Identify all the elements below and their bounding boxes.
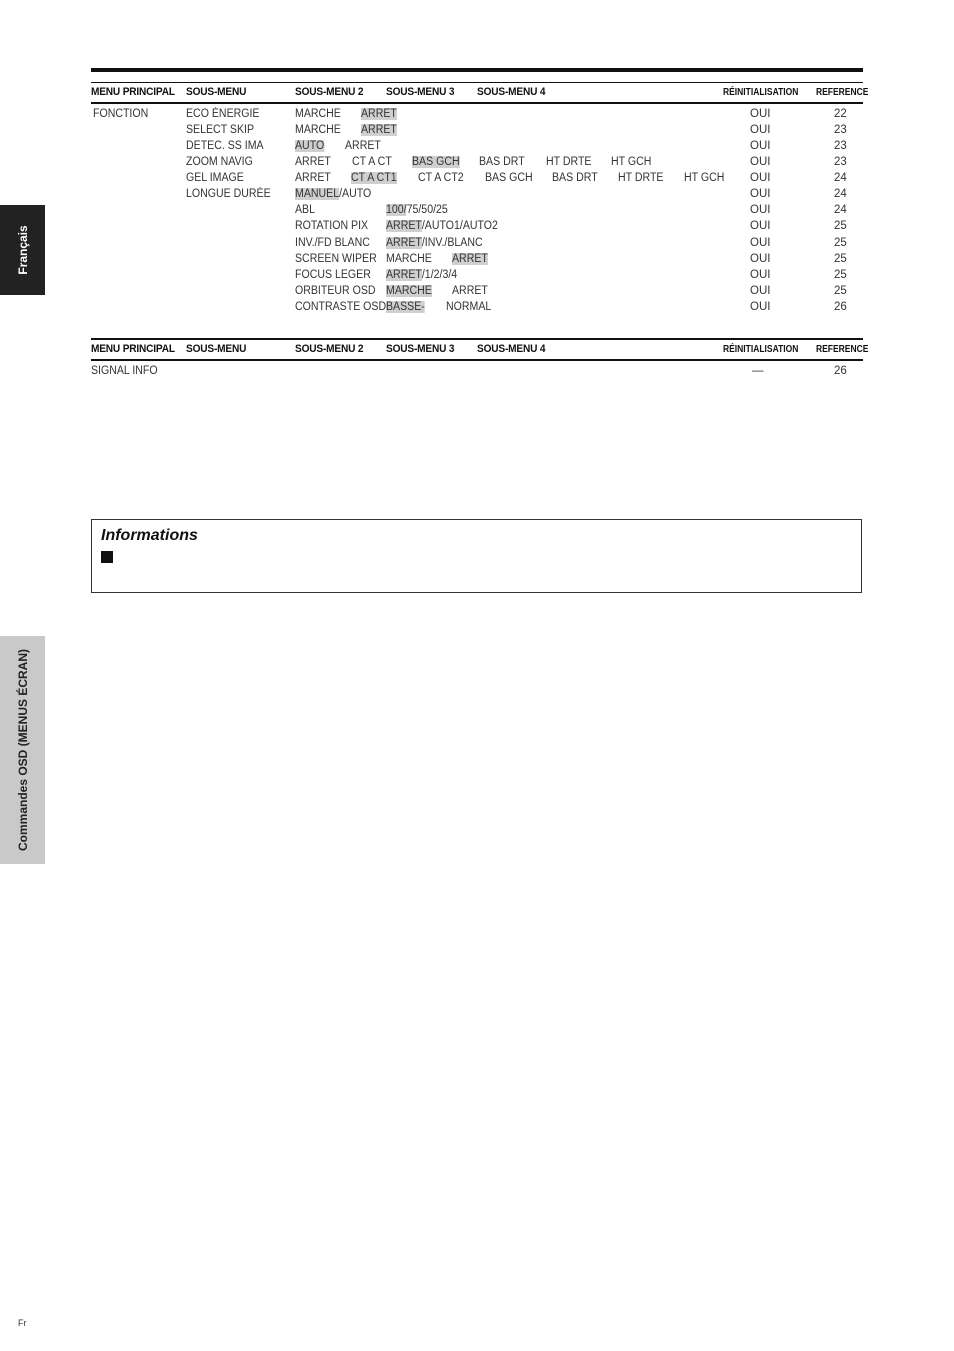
option-value: HT DRTE: [546, 156, 592, 168]
table-row-sub: LONGUE DURÉE: [186, 188, 271, 200]
option-value: ARRET: [345, 140, 381, 152]
option-value-group: [295, 188, 371, 200]
option-value: MARCHE: [386, 253, 432, 265]
table-row-sub2: ORBITEUR OSD: [295, 285, 376, 297]
reset-value: OUI: [750, 172, 771, 184]
table-row-sub2: INV./FD BLANC: [295, 237, 370, 249]
reference-value: 23: [834, 140, 847, 152]
reset-value: OUI: [750, 188, 771, 200]
reset-value: OUI: [750, 237, 771, 249]
option-value-default: BASSE-: [386, 301, 425, 313]
col-sub-menu-2: SOUS-MENU 2: [295, 86, 364, 98]
option-value: HT GCH: [684, 172, 725, 184]
reset-value: OUI: [750, 204, 771, 216]
bullet-square-icon: [101, 551, 113, 563]
option-value-default: ARRET: [386, 237, 422, 249]
col-reset: RÉINITIALISATION: [723, 344, 799, 355]
reset-value: OUI: [750, 301, 771, 313]
option-value: /INV./BLANC: [421, 237, 483, 249]
reset-value: OUI: [750, 156, 771, 168]
table-row-sub2: ABL: [295, 204, 316, 216]
col-sub-menu-4: SOUS-MENU 4: [477, 86, 546, 98]
option-value: MARCHE: [295, 124, 341, 136]
reference-value: 25: [834, 269, 847, 281]
option-value: CT A CT: [352, 156, 392, 168]
table-row-sub2: FOCUS LEGER: [295, 269, 371, 281]
option-value-default: 100/: [386, 204, 407, 216]
table2-header-top-rule: [91, 338, 863, 340]
reset-value: —: [752, 365, 764, 377]
reference-value: 24: [834, 172, 847, 184]
reference-value: 23: [834, 124, 847, 136]
table-row-sub: ECO ÉNERGIE: [186, 108, 260, 120]
col-sub-menu-2: SOUS-MENU 2: [295, 343, 364, 355]
option-value: NORMAL: [446, 301, 492, 313]
reference-value: 25: [834, 220, 847, 232]
option-value-group: [386, 237, 483, 249]
reset-value: OUI: [750, 269, 771, 281]
option-value-default: ARRET: [452, 253, 488, 265]
reference-value: 24: [834, 188, 847, 200]
reference-value: 23: [834, 156, 847, 168]
header-top-rule: [91, 82, 863, 83]
reference-value: 26: [834, 365, 847, 377]
main-menu-signal-info: SIGNAL INFO: [91, 365, 158, 377]
option-value: BAS DRT: [552, 172, 598, 184]
option-value: HT GCH: [611, 156, 652, 168]
language-tab: [0, 205, 45, 295]
informations-title: Informations: [101, 527, 198, 544]
main-menu-fonction: FONCTION: [93, 108, 149, 120]
page-language-code: Fr: [18, 1318, 27, 1328]
col-reference: REFERENCE: [816, 344, 869, 355]
table-row-sub: GEL IMAGE: [186, 172, 244, 184]
col-sub-menu-3: SOUS-MENU 3: [386, 86, 455, 98]
reference-value: 24: [834, 204, 847, 216]
option-value: /AUTO: [339, 188, 372, 200]
reset-value: OUI: [750, 140, 771, 152]
table-row-sub: DETEC. SS IMA: [186, 140, 264, 152]
col-reset: RÉINITIALISATION: [723, 87, 799, 98]
option-value: ARRET: [295, 156, 331, 168]
option-value: HT DRTE: [618, 172, 664, 184]
table-row-sub: SELECT SKIP: [186, 124, 255, 136]
table-row-sub2: ROTATION PIX: [295, 220, 369, 232]
option-value-default: ARRET: [361, 108, 397, 120]
reset-value: OUI: [750, 220, 771, 232]
col-sub-menu: SOUS-MENU: [186, 343, 247, 355]
option-value-default: MANUEL: [295, 188, 340, 200]
table2-header-bottom-rule: [91, 359, 863, 361]
reference-value: 25: [834, 285, 847, 297]
option-value-default: AUTO: [295, 140, 325, 152]
option-value-default: ARRET: [361, 124, 397, 136]
option-value: /AUTO1/AUTO2: [421, 220, 498, 232]
reset-value: OUI: [750, 285, 771, 297]
reference-value: 26: [834, 301, 847, 313]
col-reference: REFERENCE: [816, 87, 869, 98]
header-bottom-rule: [91, 102, 863, 104]
option-value: BAS DRT: [479, 156, 525, 168]
option-value: 75/50/25: [406, 204, 448, 216]
option-value: BAS GCH: [485, 172, 533, 184]
table-row-sub2: CONTRASTE OSD: [295, 301, 387, 313]
table-row-sub: ZOOM NAVIG: [186, 156, 253, 168]
col-sub-menu-3: SOUS-MENU 3: [386, 343, 455, 355]
reset-value: OUI: [750, 253, 771, 265]
col-sub-menu-4: SOUS-MENU 4: [477, 343, 546, 355]
option-value-default: CT A CT1: [351, 172, 397, 184]
option-value: CT A CT2: [418, 172, 464, 184]
option-value: /1/2/3/4: [421, 269, 458, 281]
reference-value: 22: [834, 108, 847, 120]
option-value-group: [386, 269, 457, 281]
top-rule: [91, 68, 863, 72]
option-value: MARCHE: [295, 108, 341, 120]
table-row-sub2: SCREEN WIPER: [295, 253, 377, 265]
option-value-group: [386, 204, 448, 216]
option-value: ARRET: [452, 285, 488, 297]
section-tab-label: Commandes OSD (MENUS ÉCRAN): [15, 648, 30, 852]
reference-value: 25: [834, 237, 847, 249]
option-value-default: ARRET: [386, 269, 422, 281]
option-value-group: [386, 220, 498, 232]
reset-value: OUI: [750, 108, 771, 120]
reference-value: 25: [834, 253, 847, 265]
section-tab: [0, 636, 45, 864]
option-value-default: ARRET: [386, 220, 422, 232]
informations-box: [91, 519, 862, 593]
option-value-default: BAS GCH: [412, 156, 460, 168]
language-tab-label: Français: [15, 225, 30, 275]
col-main-menu: MENU PRINCIPAL: [91, 343, 175, 355]
option-value-default: MARCHE: [386, 285, 432, 297]
option-value: ARRET: [295, 172, 331, 184]
reset-value: OUI: [750, 124, 771, 136]
col-sub-menu: SOUS-MENU: [186, 86, 247, 98]
col-main-menu: MENU PRINCIPAL: [91, 86, 175, 98]
